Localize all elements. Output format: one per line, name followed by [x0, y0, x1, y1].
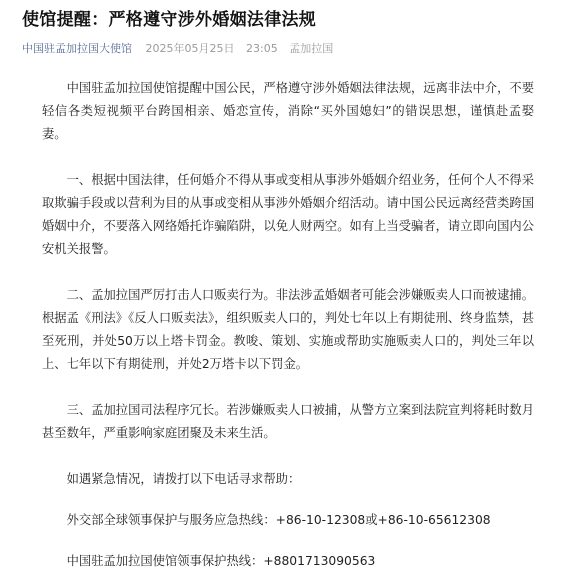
paragraph-point-one: 一、根据中国法律，任何婚介不得从事或变相从事涉外婚姻介绍业务，任何个人不得采取欺骗手段或以营利为目的从事或变相从事涉外婚姻介绍活动。请中国公民远离经营类跨国婚姻中介，不要落入网络婚托诈骗陷阱，以免人财两空。如有上当受骗者，请立即向国内公安机关报警。: [42, 173, 534, 256]
article-meta: [22, 41, 554, 57]
paragraph-point-three: 三、孟加拉国司法程序冗长。若涉嫌贩卖人口被捕，从警方立案到法院宣判将耗时数月甚至数年，严重影响家庭团聚及未来生活。: [42, 403, 534, 440]
paragraph-intro: 中国驻孟加拉国使馆提醒中国公民，严格遵守涉外婚姻法律法规，远离非法中介，不要轻信各类短视频平台跨国相亲、婚恋宣传，消除“买外国媳妇”的错误思想，谨慎赴孟娶妻。: [42, 81, 534, 141]
paragraph-hotline-mfa: 外交部全球领事保护与服务应急热线：+86-10-12308或+86-10-65612308: [66, 513, 491, 527]
paragraph-hotline-embassy: 中国驻孟加拉国使馆领事保护热线：+8801713090563: [66, 554, 376, 568]
paragraph-emergency-intro: 如遇紧急情况，请拨打以下电话寻求帮助：: [66, 472, 301, 486]
paragraph-point-two: 二、孟加拉国严厉打击人口贩卖行为。非法涉孟婚姻者可能会涉嫌贩卖人口而被逮捕。根据孟《刑法》《反人口贩卖法》，组织贩卖人口的，判处七年以上有期徒刑、终身监禁，甚至死刑，并处50万以上塔卡罚金。教唆、策划、实施或帮助实施贩卖人口的，判处三年以上、七年以下有期徒刑，并处2万塔卡以下罚金。: [42, 288, 534, 371]
publish-location: 孟加拉国: [289, 42, 334, 55]
article-title: 使馆提醒：严格遵守涉外婚姻法律法规: [22, 10, 317, 30]
account-name-link[interactable]: 中国驻孟加拉国大使馆: [22, 42, 132, 55]
publish-date: 2025年05月25日: [145, 42, 235, 55]
publish-time: 23:05: [246, 42, 278, 55]
article-body: [22, 77, 554, 573]
